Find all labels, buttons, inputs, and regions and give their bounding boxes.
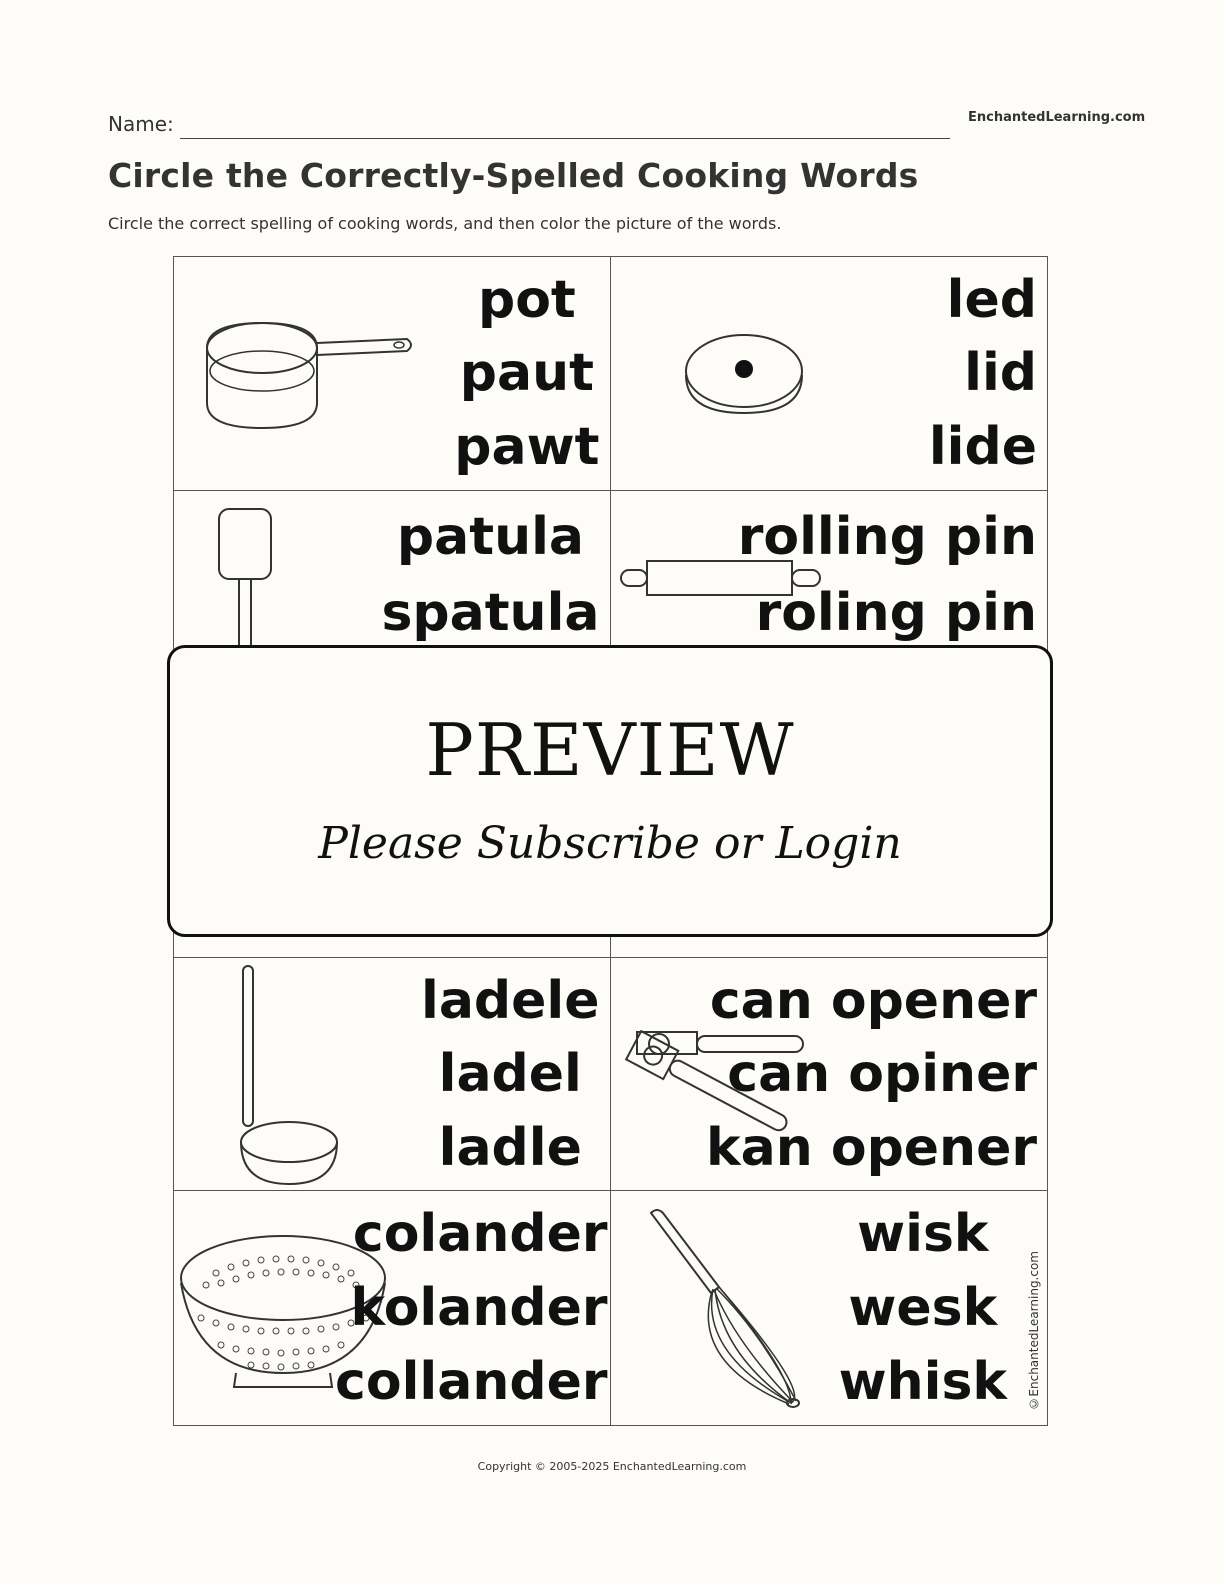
word-option[interactable]: whisk <box>838 1352 1007 1413</box>
word-option[interactable]: wisk <box>857 1204 989 1265</box>
word-option[interactable]: rolling pin <box>737 506 1037 567</box>
ladle-icon <box>224 958 344 1191</box>
word-option[interactable]: ladele <box>421 970 600 1031</box>
word-option[interactable]: roling pin <box>755 582 1037 643</box>
cell-whisk <box>611 1191 1048 1425</box>
word-option[interactable]: pawt <box>454 416 600 477</box>
word-option[interactable]: paut <box>459 343 594 404</box>
preview-title: PREVIEW <box>425 708 795 792</box>
word-option[interactable]: spatula <box>381 582 600 643</box>
instructions: Circle the correct spelling of cooking words, and then color the picture of the words. <box>108 214 782 233</box>
word-option[interactable]: patula <box>396 506 585 567</box>
name-line[interactable] <box>180 138 950 139</box>
site-tag: EnchantedLearning.com <box>968 110 1146 125</box>
word-option[interactable]: lid <box>964 343 1037 404</box>
cell-lid <box>611 257 1048 491</box>
subscribe-login-text[interactable]: Please Subscribe or Login <box>318 818 902 869</box>
word-option[interactable]: collander <box>335 1352 608 1413</box>
word-option[interactable]: pot <box>477 269 576 330</box>
cell-pot <box>174 257 611 491</box>
word-option[interactable]: can opener <box>709 970 1037 1031</box>
word-option[interactable]: lide <box>928 416 1037 477</box>
whisk-icon <box>641 1191 831 1425</box>
preview-overlay[interactable] <box>167 645 1053 937</box>
cell-ladle <box>174 958 611 1192</box>
word-option[interactable]: led <box>946 269 1037 330</box>
pot-icon <box>192 257 422 490</box>
name-label: Name: <box>108 112 174 136</box>
word-option[interactable]: wesk <box>848 1278 998 1339</box>
word-option[interactable]: colander <box>352 1204 608 1265</box>
copyright: Copyright © 2005-2025 EnchantedLearning.com <box>477 1460 747 1473</box>
word-option[interactable]: kan opener <box>706 1117 1037 1178</box>
page-title: Circle the Correctly-Spelled Cooking Words <box>108 156 919 195</box>
cell-colander <box>174 1191 611 1425</box>
vertical-watermark: ©EnchantedLearning.com <box>1027 1251 1041 1411</box>
word-option[interactable]: ladel <box>438 1044 582 1105</box>
word-option[interactable]: kolander <box>350 1278 608 1339</box>
word-option[interactable]: can opiner <box>727 1044 1037 1105</box>
lid-icon <box>629 257 859 490</box>
cell-can-opener <box>611 958 1048 1192</box>
word-option[interactable]: ladle <box>438 1117 582 1178</box>
